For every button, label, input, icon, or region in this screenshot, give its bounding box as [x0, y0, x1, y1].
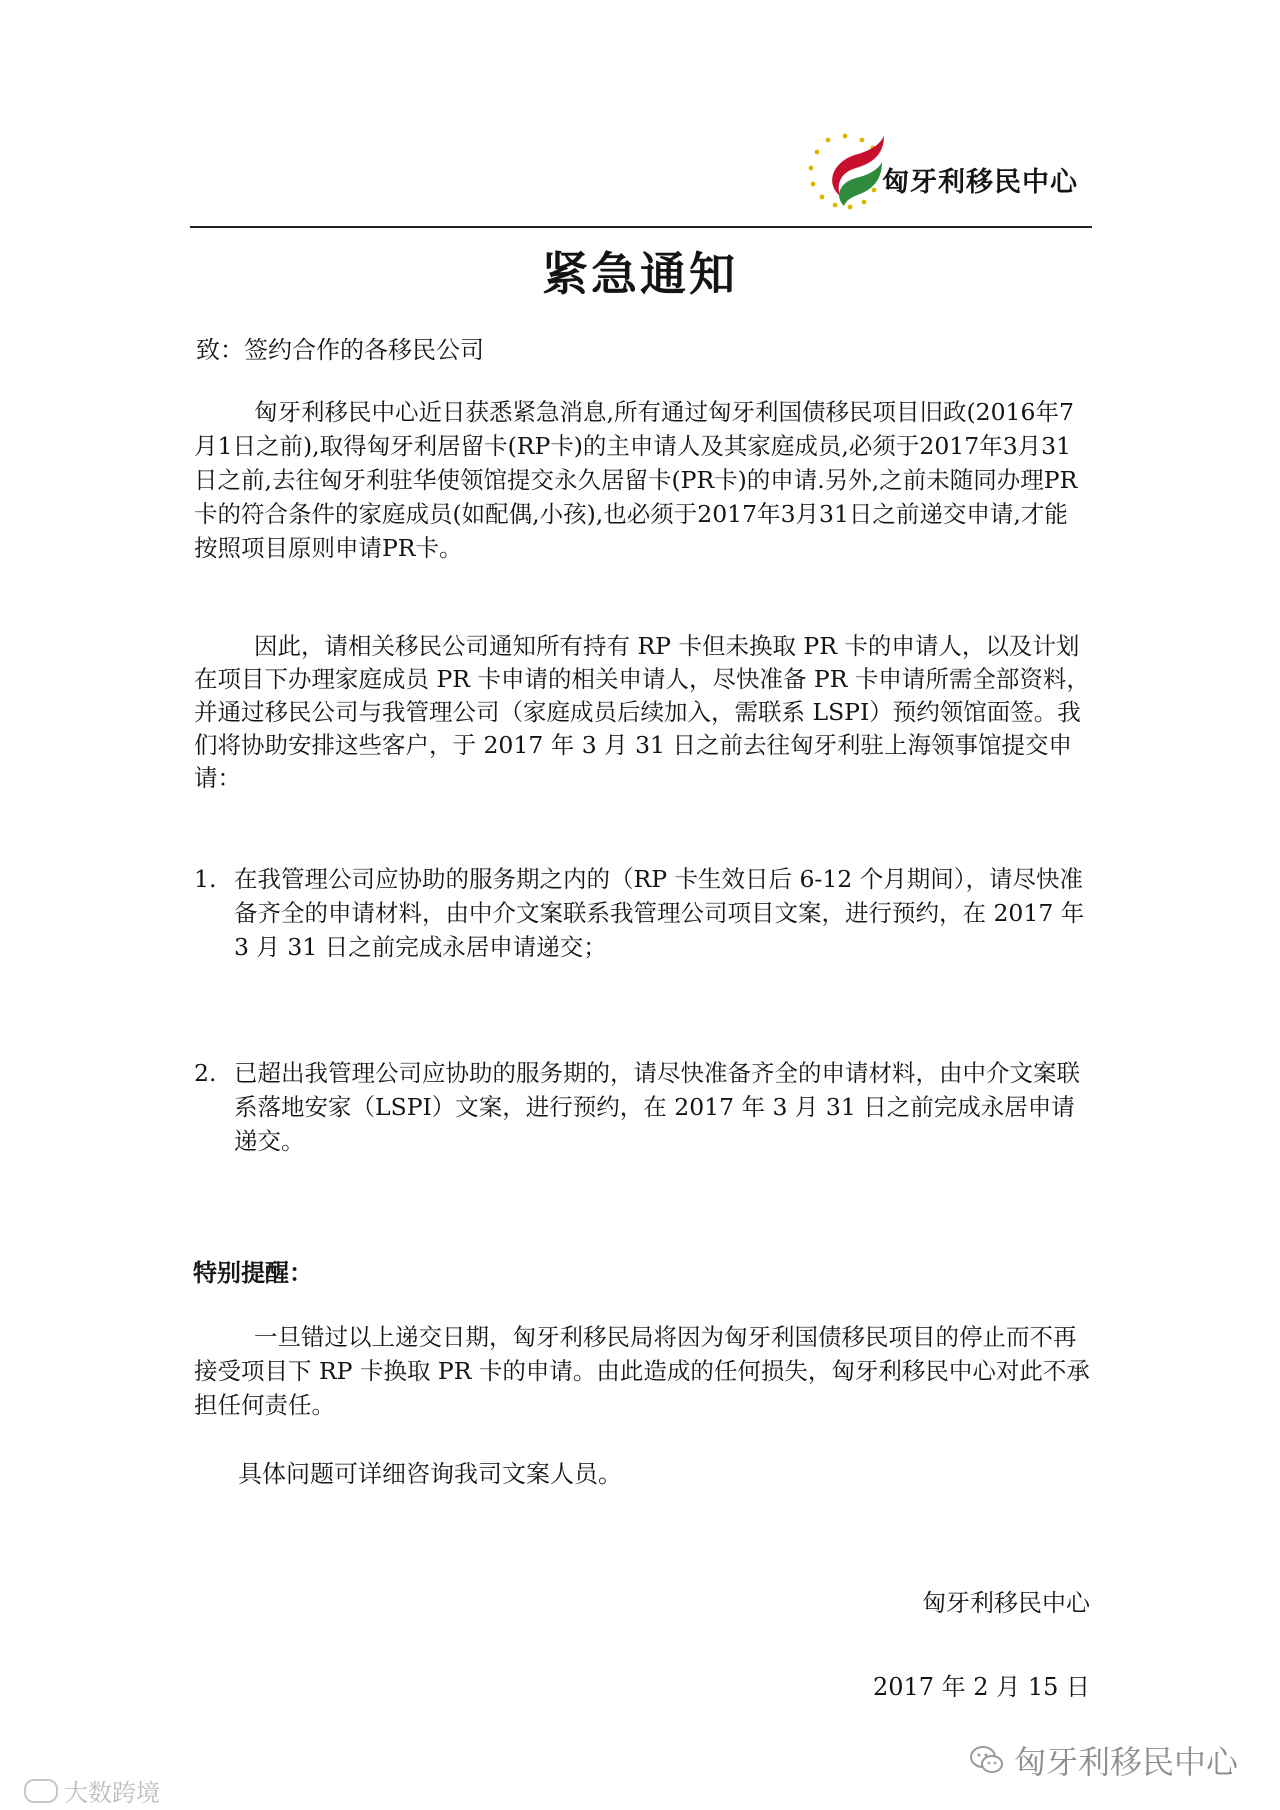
- wechat-icon: [970, 1745, 1004, 1775]
- special-reminder-label: 特别提醒：: [193, 1259, 313, 1287]
- signature: 匈牙利移民中心: [922, 1589, 1090, 1617]
- watermark-right: [970, 1737, 1238, 1783]
- list-item-number: 1.: [194, 865, 217, 893]
- addressee: 致：签约合作的各移民公司: [196, 336, 484, 364]
- header-divider: [190, 226, 1092, 228]
- list-item: [194, 1056, 1091, 1158]
- watermark-left-text: 大数跨境: [64, 1779, 160, 1807]
- list-item: [194, 862, 1091, 964]
- paragraph-1: 匈牙利移民中心近日获悉紧急消息,所有通过匈牙利国债移民项目旧政(2016年7月1日之前),取得匈牙利居留卡(RP卡)的主申请人及其家庭成员,必须于2017年3月31日之前,去往匈牙利驻华使领馆提交永久居留卡(PR卡)的申请.另外,之前未随同办理PR卡的符合条件的家庭成员(如配偶,小孩),也必须于2017年3月31日之前递交申请,才能按照项目原则申请PR卡。: [194, 398, 1078, 562]
- notice-title: 紧急通知: [542, 247, 738, 301]
- watermark-right-text: 匈牙利移民中心: [1014, 1743, 1239, 1781]
- org-name: 匈牙利移民中心: [882, 167, 1078, 198]
- watermark-logo-icon: [24, 1779, 58, 1803]
- reminder-paragraph: 一旦错过以上递交日期，匈牙利移民局将因为匈牙利国债移民项目的停止而不再接受项目下 RP 卡换取 PR 卡的申请。由此造成的任何损失，匈牙利移民中心对此不承担任何责任。: [194, 1323, 1090, 1419]
- list-item-text: 在我管理公司应协助的服务期之内的（RP 卡生效日后 6-12 个月期间），请尽快准备齐全的申请材料，由中介文案联系我管理公司项目文案，进行预约，在 2017 年 3 月 31 日之前完成永居申请递交；: [234, 865, 1085, 961]
- list-item-number: 2.: [194, 1059, 217, 1087]
- contact-note: 具体问题可详细咨询我司文案人员。: [238, 1460, 622, 1488]
- watermark-left: [24, 1773, 160, 1808]
- org-logo: [800, 126, 890, 216]
- date: 2017 年 2 月 15 日: [872, 1673, 1090, 1701]
- list-item-text: 已超出我管理公司应协助的服务期的，请尽快准备齐全的申请材料，由中介文案联系落地安家（LSPI）文案，进行预约，在 2017 年 3 月 31 日之前完成永居申请递交。: [234, 1059, 1080, 1155]
- paragraph-2: 因此，请相关移民公司通知所有持有 RP 卡但未换取 PR 卡的申请人，以及计划在项目下办理家庭成员 PR 卡申请的相关申请人，尽快准备 PR 卡申请所需全部资料，并通过移民公司与我管理公司（家庭成员后续加入，需联系 LSPI）预约领馆面签。我们将协助安排这些客户，于 2017 年 3 月 31 日之前去往匈牙利驻上海领事馆提交申请：: [194, 632, 1090, 792]
